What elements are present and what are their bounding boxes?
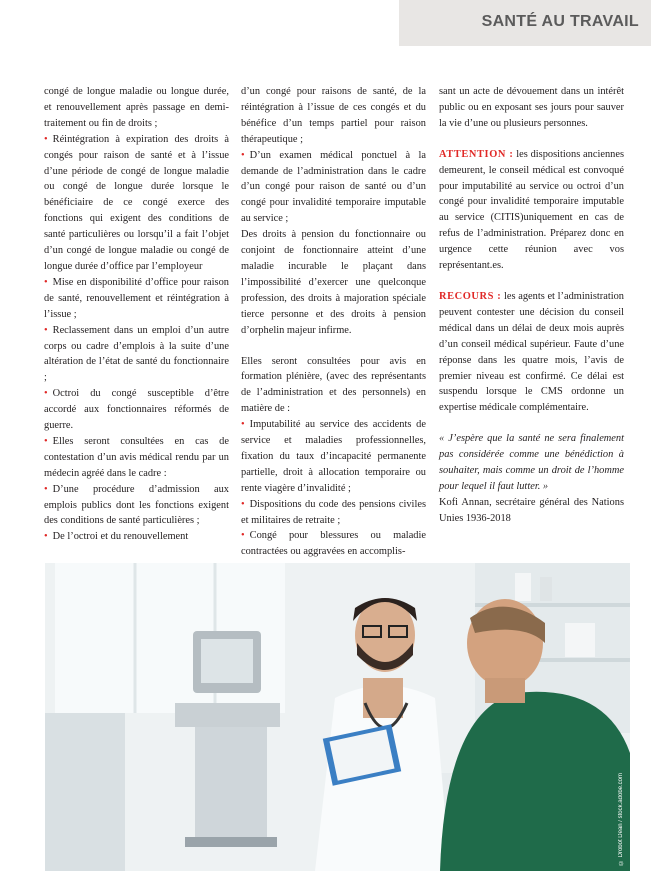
list-item: [44, 434, 229, 482]
spacer: [439, 274, 624, 289]
paragraph: Elles seront consultées pour avis en formation plénière, (avec des représentants de l’administration et des personnels) en matière de :: [241, 355, 426, 415]
recours-label: RECOURS :: [439, 290, 502, 302]
list-item-text: De l’octroi et du renouvellement: [52, 531, 189, 543]
text-column-1: [44, 84, 229, 545]
list-item-text: Octroi du congé susceptible d’être accordé aux fonctionnaires réformés de guerre.: [44, 388, 229, 432]
bullet-icon: •: [44, 324, 48, 336]
photo-illustration: [45, 563, 630, 871]
list-item-text: Congé pour blessures ou maladie contractées ou aggravées en accomplis-: [241, 530, 426, 558]
text-column-3: [439, 84, 624, 527]
list-item: [44, 529, 229, 545]
spacer: [241, 339, 426, 354]
list-item-text: Reclassement dans un emploi d’un autre corps ou cadre d’emplois à la suite d’une altération de l’état de santé du fonctionnaire ;: [44, 324, 229, 384]
list-item-text: D’une procédure d’admission aux emplois publics dont les fonctions exigent des conditions de santé particulières ;: [44, 483, 229, 527]
list-item-text: Dispositions du code des pensions civiles et militaires de retraite ;: [241, 498, 426, 526]
attention-paragraph: [439, 147, 624, 274]
attention-label: ATTENTION :: [439, 148, 514, 160]
text-column-2: [241, 84, 426, 560]
list-item-text: Imputabilité au service des accidents de service et maladies professionnelles, fixation du taux d’incapacité permanente partielle, droit à allocation temporaire ou rente viagère d’invalidité ;: [241, 419, 426, 494]
bullet-icon: •: [241, 149, 245, 161]
list-item-text: Réintégration à expiration des droits à congés pour raison de santé et à l’issue d’une période de congé de longue maladie ou congé de longue durée lorsque le bénéficiaire de ce congé exerce des fonctions qui exigent des conditions de santé particulières ou lorsqu’il a fait l’objet d’un congé de longue maladie ou congé de longue durée d’office par l’employeur: [44, 133, 229, 272]
bullet-icon: •: [44, 133, 48, 145]
list-item: [241, 148, 426, 228]
bullet-icon: •: [241, 498, 245, 510]
bullet-icon: •: [44, 388, 48, 400]
bullet-icon: •: [44, 531, 48, 543]
list-item: [241, 417, 426, 497]
recours-paragraph: [439, 289, 624, 416]
list-item: [44, 386, 229, 434]
recours-text: les agents et l’administration peuvent contester une décision du conseil médical dans un délai de deux mois auprès d’un conseil médical supérieur. Faute d’une réponse dans les quatre mois, l’avis de premier niveau est confirmé. Ce délai est suspendu lorsque le CMS ordonne un expertise médicale complémentaire.: [439, 290, 624, 414]
list-item-text: Mise en disponibilité d’office pour raison de santé, renouvellement et réintégration à l’issue ;: [44, 276, 229, 320]
list-item-text: Elles seront consultées en cas de contestation d’un avis médical rendu par un médecin agréé dans le cadre :: [44, 435, 229, 479]
spacer: [439, 416, 624, 431]
list-item: [241, 528, 426, 560]
paragraph: d’un congé pour raisons de santé, de la réintégration à l’issue de ces congés et du bénéfice d’un temps partiel pour raison thérapeutique ;: [241, 86, 426, 145]
list-item: [44, 132, 229, 275]
quote-author: Kofi Annan, secrétaire général des Nations Unies 1936-2018: [439, 496, 624, 524]
bullet-icon: •: [241, 419, 245, 431]
spacer: [439, 132, 624, 147]
section-header: [399, 0, 651, 46]
attention-text: les dispositions anciennes demeurent, le conseil médical est convoqué pour imputabilité au service ou octroi d’un congé pour invalidité temporaire imputable au service (CITIS)uniquement en cas de refus de l’administration. Préparez donc en urgence cette réunion avec vos représentant.es.: [439, 148, 624, 272]
list-item: [241, 497, 426, 529]
bullet-icon: •: [44, 435, 48, 447]
doctor-patient-photo: [45, 563, 630, 871]
list-item: [44, 482, 229, 530]
paragraph: sant un acte de dévouement dans un intérêt public ou en exposant ses jours pour sauver la vie d’une ou plusieurs personnes.: [439, 86, 624, 129]
list-item: [44, 275, 229, 323]
photo-credit: © Drobot Dean / stock.adobe.com: [618, 772, 624, 865]
paragraph: congé de longue maladie ou longue durée, et renouvellement après passage en demi-traitement ou fin de droits ;: [44, 86, 229, 129]
bullet-icon: •: [241, 530, 245, 542]
quote: « J’espère que la santé ne sera finalement pas considérée comme une bénédiction à souhaiter, mais comme un droit de l’homme pour lequel il faut lutter. »: [439, 433, 624, 492]
list-item: [44, 323, 229, 387]
bullet-icon: •: [44, 276, 48, 288]
list-item-text: D’un examen médical ponctuel à la demande de l’administration dans le cadre d’un congé pour raison de santé ou d’un congé pour invalidité temporaire imputable au service ;: [241, 149, 426, 225]
section-title: SANTÉ AU TRAVAIL: [481, 13, 639, 30]
paragraph: Des droits à pension du fonctionnaire ou conjoint de fonctionnaire atteint d’une maladie incurable le plaçant dans l’impossibilité d’exercer une quelconque profession, des droits à majoration spéciale tierce personne et des droits à pension d’orphelin majeur infirme.: [241, 229, 426, 336]
bullet-icon: •: [44, 483, 48, 495]
